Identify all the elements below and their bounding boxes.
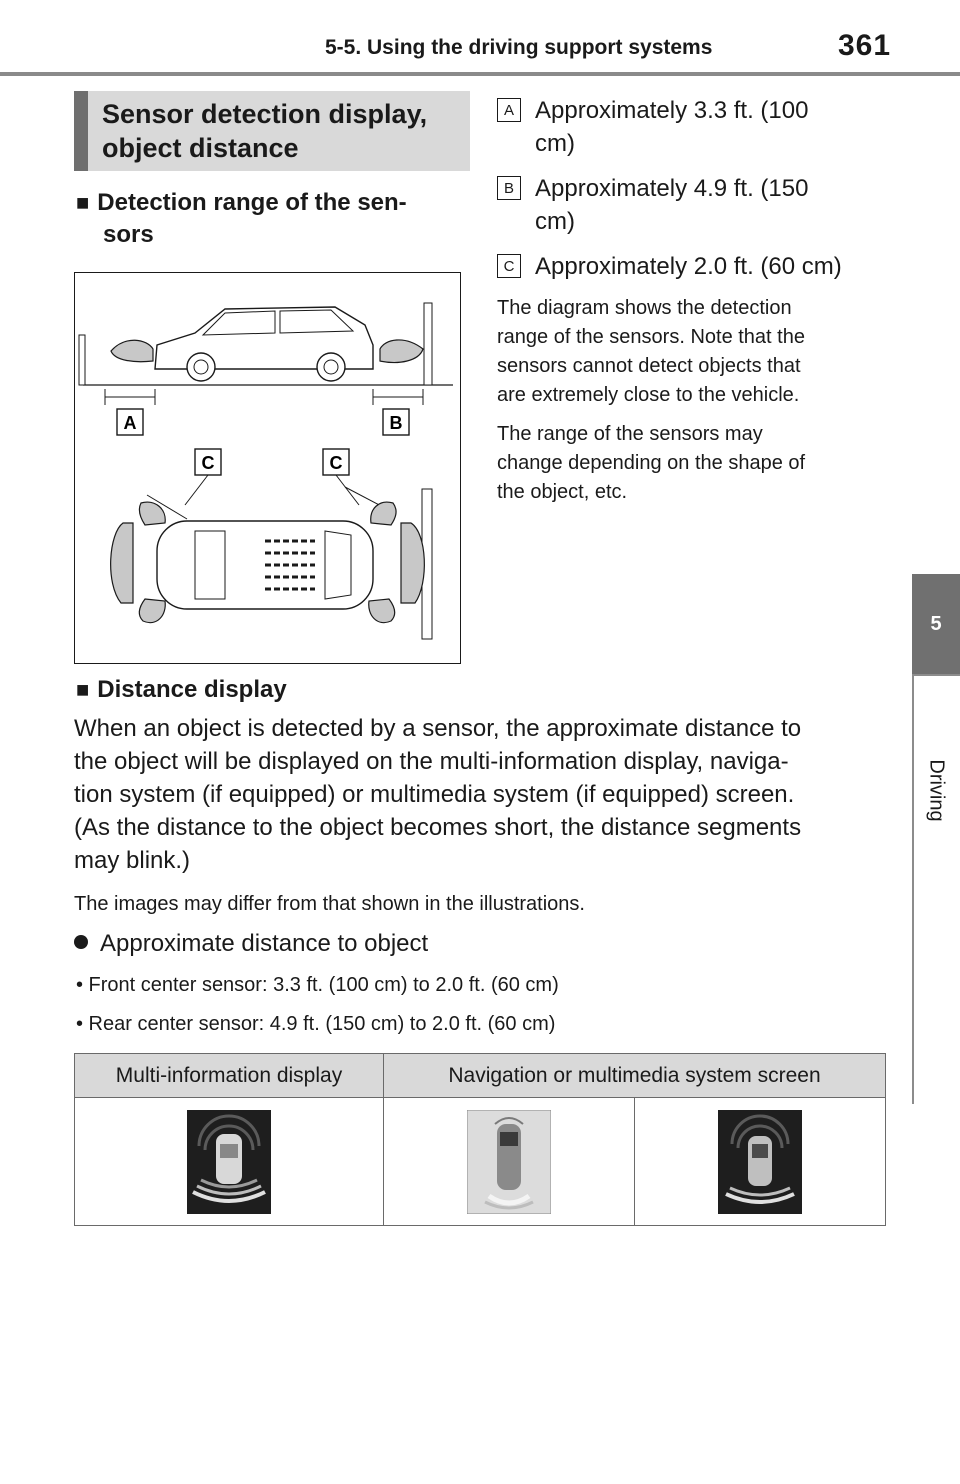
note1-line2: range of the sensors. Note that the <box>497 326 805 348</box>
detection-heading-line2: sors <box>103 221 154 248</box>
distance-body-line3: tion system (if equipped) or multimedia system (if equipped) screen. <box>74 781 795 808</box>
nav-screen-image-2 <box>718 1110 802 1214</box>
distance-heading <box>76 674 287 706</box>
header-rule <box>0 72 960 76</box>
multi-info-display-image <box>187 1110 271 1214</box>
diagram-label-c1: C <box>201 453 215 473</box>
note2-line3: the object, etc. <box>497 481 628 503</box>
nav-screen-image-1 <box>467 1110 551 1214</box>
distance-body-line4: (As the distance to the object becomes short, the distance segments <box>74 814 802 841</box>
legend-key-c: C <box>497 254 521 278</box>
sensor-range-illustration <box>75 273 460 663</box>
note1-line1: The diagram shows the detection <box>497 297 792 319</box>
legend-text-a-line2: cm) <box>535 130 575 157</box>
chapter-tab-number: 5 <box>912 574 960 674</box>
distance-heading-text: Distance display <box>97 676 287 703</box>
note1-line4: are extremely close to the vehicle. <box>497 384 800 406</box>
table-header-nav: Navigation or multimedia system screen <box>384 1054 886 1098</box>
legend-text-b-line2: cm) <box>535 208 575 235</box>
list-item-rear: • Rear center sensor: 4.9 ft. (150 cm) to 2.0 ft. (60 cm) <box>76 1013 556 1035</box>
square-bullet-icon: ■ <box>76 190 90 215</box>
distance-body-line5: may blink.) <box>74 847 191 874</box>
list-item-front: • Front center sensor: 3.3 ft. (100 cm) to 2.0 ft. (60 cm) <box>76 974 559 996</box>
images-note: The images may differ from that shown in the illustrations. <box>74 893 585 915</box>
table-cell-nav-1 <box>384 1098 635 1226</box>
section-title-box <box>74 91 470 171</box>
legend-key-b: B <box>497 176 521 200</box>
section-title-line2: object distance <box>102 133 299 163</box>
table-header-multi-info: Multi-information display <box>75 1054 384 1098</box>
chapter-label-text: Driving <box>925 758 948 822</box>
distance-body-line1: When an object is detected by a sensor, the approximate distance to <box>74 715 802 742</box>
detection-heading <box>76 187 407 219</box>
running-header: 5-5. Using the driving support systems <box>325 36 713 59</box>
diagram-note-1 <box>497 294 877 410</box>
distance-body <box>74 712 884 877</box>
diagram-label-b: B <box>389 413 403 433</box>
legend-text-c-line1: Approximately 2.0 ft. (60 cm) <box>535 253 842 280</box>
legend-text-b-line1: Approximately 4.9 ft. (150 <box>535 175 809 202</box>
legend-text-a-line1: Approximately 3.3 ft. (100 <box>535 97 809 124</box>
approx-distance-heading <box>74 928 428 960</box>
display-table <box>74 1053 886 1226</box>
detection-heading-line1: Detection range of the sen- <box>97 189 407 216</box>
sensor-range-diagram <box>74 272 461 664</box>
diagram-note-2 <box>497 420 877 507</box>
table-cell-multi-info <box>75 1098 384 1226</box>
note2-line2: change depending on the shape of <box>497 452 806 474</box>
note2-line1: The range of the sensors may <box>497 423 763 445</box>
round-bullet-icon <box>74 935 88 949</box>
legend-key-a: A <box>497 98 521 122</box>
square-bullet-icon: ■ <box>76 677 90 702</box>
diagram-label-c2: C <box>329 453 343 473</box>
distance-body-line2: the object will be displayed on the multi-information display, naviga- <box>74 748 789 775</box>
note1-line3: sensors cannot detect objects that <box>497 355 801 377</box>
table-cell-nav-2 <box>635 1098 886 1226</box>
chapter-tab-label <box>912 740 960 840</box>
page-number: 361 <box>838 29 892 62</box>
approx-distance-heading-text: Approximate distance to object <box>100 930 429 957</box>
diagram-label-a: A <box>123 413 137 433</box>
section-title-line1: Sensor detection display, <box>102 99 428 129</box>
